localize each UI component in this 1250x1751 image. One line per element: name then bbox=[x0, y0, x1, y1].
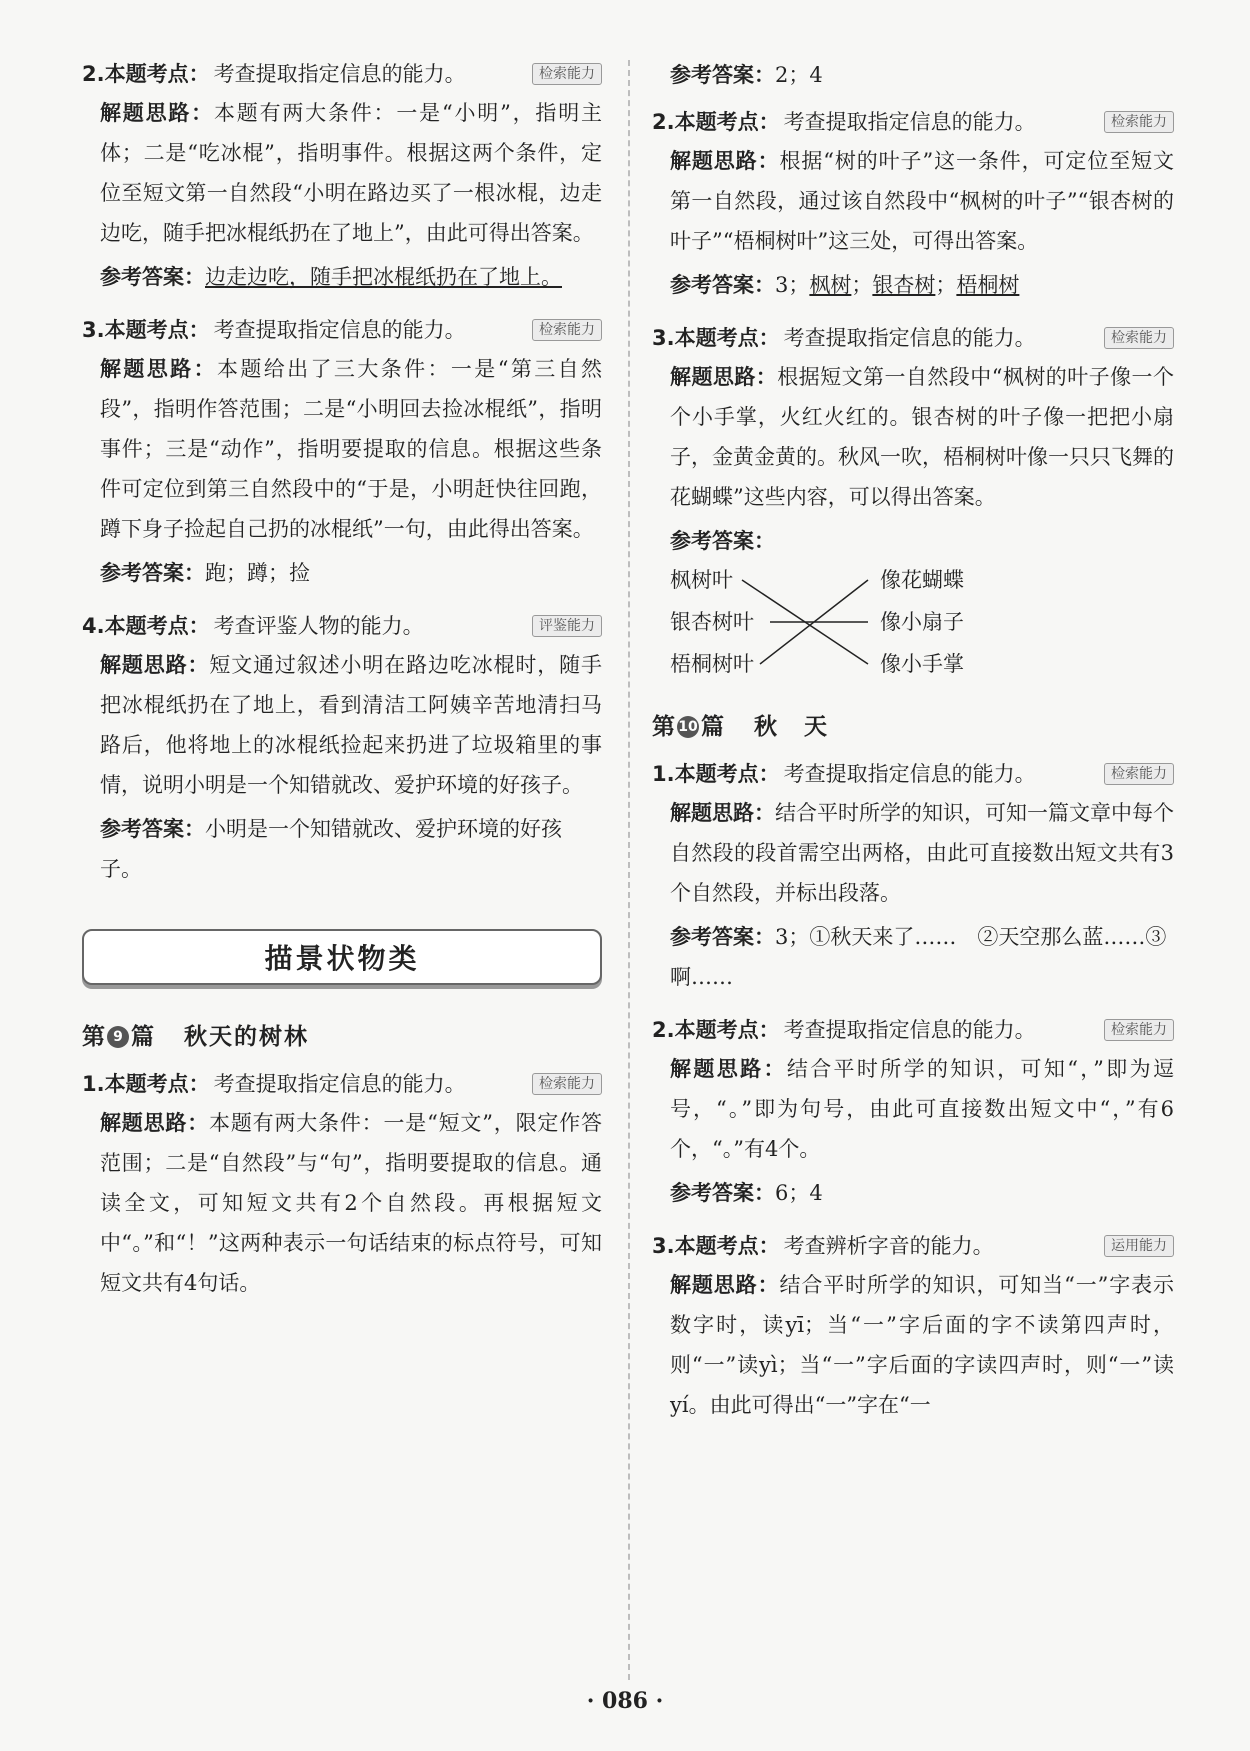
thinking-label: 解题思路： bbox=[670, 1273, 780, 1297]
ability-badge: 检索能力 bbox=[532, 63, 602, 85]
question-text: 考查提取指定信息的能力。 bbox=[213, 1072, 466, 1096]
section-title-box bbox=[82, 929, 602, 985]
question-label: 本题考点： bbox=[104, 62, 210, 86]
question-number: 3. bbox=[82, 318, 105, 342]
question-block bbox=[82, 607, 602, 889]
thinking-text: 结合平时所学的知识，可知一篇文章中每个自然段的段首需空出两格，由此可直接数出短文共有3个自然段，并标出段落。 bbox=[670, 801, 1174, 905]
right-column bbox=[652, 55, 1174, 1439]
answer-item: 银杏树 bbox=[872, 273, 936, 297]
section-title: 描景状物类 bbox=[264, 942, 420, 975]
question-number: 3. bbox=[652, 326, 675, 350]
question-text: 考查提取指定信息的能力。 bbox=[213, 318, 466, 342]
ability-badge: 评鉴能力 bbox=[532, 615, 602, 637]
answer-label: 参考答案： bbox=[670, 529, 775, 553]
answer-text: 3；①秋天来了…… ②天空那么蓝……③啊…… bbox=[670, 925, 1167, 989]
thinking-text: 本题有两大条件：一是“小明”，指明主体；二是“吃冰棍”，指明事件。根据这两个条件，定位至短文第一自然段“小明在路边买了一根冰棍，边走边吃，随手把冰棍纸扔在了地上”，由此可得出答案。 bbox=[100, 101, 602, 245]
thinking-label: 解题思路： bbox=[100, 653, 210, 677]
chapter-heading bbox=[652, 705, 1174, 749]
question-block bbox=[82, 1065, 602, 1303]
answer-text: 跑；蹲；捡 bbox=[205, 561, 310, 585]
chapter-number-badge: 10 bbox=[677, 716, 699, 738]
question-block bbox=[82, 311, 602, 593]
question-block bbox=[652, 1011, 1174, 1213]
match-right-item: 像小手掌 bbox=[880, 652, 964, 676]
question-text: 考查提取指定信息的能力。 bbox=[783, 1018, 1036, 1042]
question-number: 1. bbox=[652, 762, 675, 786]
answer-label: 参考答案： bbox=[100, 817, 205, 841]
question-block bbox=[652, 103, 1174, 305]
answer-label: 参考答案： bbox=[670, 63, 775, 87]
chapter-suffix: 篇 bbox=[701, 714, 724, 740]
question-label: 本题考点： bbox=[104, 1072, 210, 1096]
answer-text: 小明是一个知错就改、爱护环境的好孩子。 bbox=[100, 817, 562, 881]
question-number: 1. bbox=[82, 1072, 105, 1096]
thinking-text: 本题给出了三大条件：一是“第三自然段”，指明作答范围；二是“小明回去捡冰棍纸”，指明事件；三是“动作”，指明要提取的信息。根据这些条件可定位到第三自然段中的“于是，小明赶快往回跑，蹲下身子捡起自己扔的冰棍纸”一句，由此得出答案。 bbox=[100, 357, 603, 541]
answer-count: 3； bbox=[775, 273, 810, 297]
thinking-label: 解题思路： bbox=[670, 1057, 787, 1081]
question-label: 本题考点： bbox=[674, 762, 780, 786]
ability-badge: 运用能力 bbox=[1104, 1235, 1174, 1257]
thinking-text: 结合平时所学的知识，可知当“一”字表示数字时，读yī；当“一”字后面的字不读第四声时，则“一”读yì；当“一”字后面的字读四声时，则“一”读yí。由此可得出“一”字在“一 bbox=[670, 1273, 1174, 1417]
chapter-suffix: 篇 bbox=[131, 1024, 154, 1050]
left-column bbox=[82, 55, 602, 1317]
ability-badge: 检索能力 bbox=[1104, 1019, 1174, 1041]
question-text: 考查辨析字音的能力。 bbox=[783, 1234, 994, 1258]
question-text: 考查提取指定信息的能力。 bbox=[783, 326, 1036, 350]
answer-text: 6；4 bbox=[775, 1181, 823, 1205]
thinking-text: 根据短文第一自然段中“枫树的叶子像一个个小手掌，火红火红的。银杏树的叶子像一把把小扇子，金黄金黄的。秋风一吹，梧桐树叶像一只只飞舞的花蝴蝶”这些内容，可以得出答案。 bbox=[670, 365, 1175, 509]
thinking-text: 结合平时所学的知识，可知“，”即为逗号，“。”即为句号，由此可直接数出短文中“，”有6个，“。”有4个。 bbox=[670, 1057, 1174, 1161]
match-left-item: 枫树叶 bbox=[670, 568, 733, 592]
answer-label: 参考答案： bbox=[100, 561, 205, 585]
answer-label: 参考答案： bbox=[670, 1181, 775, 1205]
answer-text: 边走边吃，随手把冰棍纸扔在了地上。 bbox=[205, 265, 562, 289]
question-label: 本题考点： bbox=[104, 614, 210, 638]
question-block bbox=[652, 755, 1174, 997]
question-block bbox=[652, 319, 1174, 685]
answer-label: 参考答案： bbox=[100, 265, 205, 289]
question-block bbox=[652, 1227, 1174, 1425]
question-number: 2. bbox=[82, 62, 105, 86]
thinking-label: 解题思路： bbox=[100, 357, 217, 381]
question-text: 考查提取指定信息的能力。 bbox=[783, 762, 1036, 786]
answer-item: 梧桐树 bbox=[956, 273, 1020, 297]
answer-line bbox=[652, 55, 1174, 95]
question-label: 本题考点： bbox=[674, 326, 780, 350]
ability-badge: 检索能力 bbox=[1104, 763, 1174, 785]
question-number: 4. bbox=[82, 614, 105, 638]
ability-badge: 检索能力 bbox=[532, 1073, 602, 1095]
answer-text: 2；4 bbox=[775, 63, 823, 87]
question-number: 2. bbox=[652, 1018, 675, 1042]
chapter-prefix: 第 bbox=[82, 1024, 105, 1050]
question-label: 本题考点： bbox=[104, 318, 210, 342]
ability-badge: 检索能力 bbox=[1104, 111, 1174, 133]
question-label: 本题考点： bbox=[674, 110, 780, 134]
thinking-label: 解题思路： bbox=[100, 101, 214, 125]
thinking-label: 解题思路： bbox=[670, 149, 780, 173]
thinking-text: 根据“树的叶子”这一条件，可定位至短文第一自然段，通过该自然段中“枫树的叶子”“银杏树的叶子”“梧桐树叶”这三处，可得出答案。 bbox=[670, 149, 1174, 253]
question-text: 考查提取指定信息的能力。 bbox=[213, 62, 466, 86]
match-right-item: 像花蝴蝶 bbox=[880, 568, 964, 592]
match-left-item: 梧桐树叶 bbox=[670, 652, 754, 676]
thinking-label: 解题思路： bbox=[100, 1111, 210, 1135]
answer-item: 枫树 bbox=[809, 273, 852, 297]
match-left-item: 银杏树叶 bbox=[670, 610, 754, 634]
answer-separator: ； bbox=[851, 273, 873, 297]
question-text: 考查评鉴人物的能力。 bbox=[213, 614, 424, 638]
question-label: 本题考点： bbox=[674, 1018, 780, 1042]
chapter-prefix: 第 bbox=[652, 714, 675, 740]
answer-label: 参考答案： bbox=[670, 925, 775, 949]
page-number: · 086 · bbox=[586, 1688, 664, 1714]
chapter-title: 秋天的树林 bbox=[184, 1024, 309, 1050]
ability-badge: 检索能力 bbox=[532, 319, 602, 341]
matching-lines bbox=[738, 565, 878, 685]
match-right-item: 像小扇子 bbox=[880, 610, 964, 634]
chapter-number-badge: 9 bbox=[107, 1026, 129, 1048]
thinking-text: 本题有两大条件：一是“短文”，限定作答范围；二是“自然段”与“句”，指明要提取的信息。通读全文，可知短文共有2个自然段。再根据短文中“。”和“！”这两种表示一句话结束的标点符号，可知短文共有4句话。 bbox=[100, 1111, 602, 1295]
question-number: 2. bbox=[652, 110, 675, 134]
answer-label: 参考答案： bbox=[670, 273, 775, 297]
ability-badge: 检索能力 bbox=[1104, 327, 1174, 349]
answer-separator: ； bbox=[935, 273, 957, 297]
chapter-title: 秋 天 bbox=[754, 714, 829, 740]
matching-diagram bbox=[670, 565, 1174, 685]
question-label: 本题考点： bbox=[674, 1234, 780, 1258]
question-number: 3. bbox=[652, 1234, 675, 1258]
chapter-heading bbox=[82, 1015, 602, 1059]
question-block bbox=[82, 55, 602, 297]
question-text: 考查提取指定信息的能力。 bbox=[783, 110, 1036, 134]
thinking-label: 解题思路： bbox=[670, 801, 775, 825]
thinking-text: 短文通过叙述小明在路边吃冰棍时，随手把冰棍纸扔在了地上，看到清洁工阿姨辛苦地清扫马路后，他将地上的冰棍纸捡起来扔进了垃圾箱里的事情，说明小明是一个知错就改、爱护环境的好孩子。 bbox=[100, 653, 603, 797]
thinking-label: 解题思路： bbox=[670, 365, 778, 389]
column-divider bbox=[628, 60, 630, 1680]
